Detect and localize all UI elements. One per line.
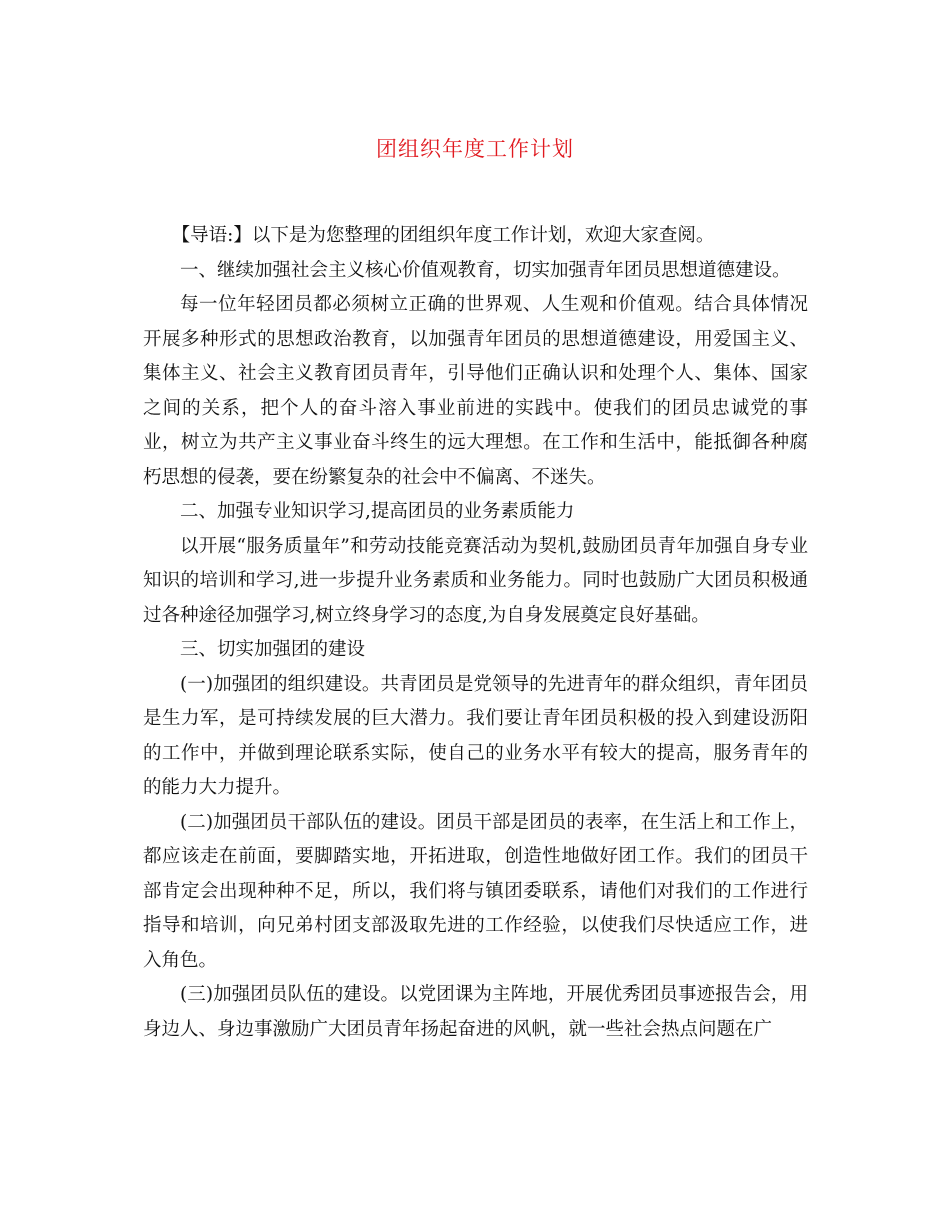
body-paragraph: 每一位年轻团员都必须树立正确的世界观、人生观和价值观。结合具体情况开展多种形式的思想政治教育，以加强青年团员的思想道德建设，用爱国主义、集体主义、社会主义教育团员青年，引导他们正确认识和处理个人、集体、国家之间的关系，把个人的奋斗溶入事业前进的实践中。使我们的团员忠诚党的事业，树立为共产主义事业奋斗终生的远大理想。在工作和生活中，能抵御各种腐朽思想的侵袭，要在纷繁复杂的社会中不偏离、不迷失。 — [143, 294, 808, 488]
body-paragraph: (一)加强团的组织建设。共青团员是党领导的先进青年的群众组织，青年团员是生力军，是可持续发展的巨大潜力。我们要让青年团员积极的投入到建设沥阳的工作中，并做到理论联系实际，使自己的业务水平有较大的提高，服务青年的的能力大力提升。 — [143, 673, 808, 798]
body-paragraph: 以开展“服务质量年”和劳动技能竞赛活动为契机,鼓励团员青年加强自身专业知识的培训和学习,进一步提升业务素质和业务能力。同时也鼓励广大团员积极通过各种途径加强学习,树立终身学习的态度,为自身发展奠定良好基础。 — [143, 535, 808, 626]
document-body — [143, 219, 808, 1047]
section-heading-1: 一、继续加强社会主义核心价值观教育，切实加强青年团员思想道德建设。 — [180, 259, 791, 281]
body-paragraph: (二)加强团员干部队伍的建设。团员干部是团员的表率，在生活上和工作上，都应该走在前面，要脚踏实地，开拓进取，创造性地做好团工作。我们的团员干部肯定会出现种种不足，所以，我们将与镇团委联系，请他们对我们的工作进行指导和培训，向兄弟村团支部汲取先进的工作经验，以使我们尽快适应工作，进入角色。 — [143, 811, 808, 971]
intro-paragraph: 【导语:】以下是为您整理的团组织年度工作计划，欢迎大家查阅。 — [171, 225, 715, 246]
document-title: 团组织年度工作计划 — [376, 137, 574, 161]
body-paragraph: (三)加强团员队伍的建设。以党团课为主阵地，开展优秀团员事迹报告会，用身边人、身边事激励广大团员青年扬起奋进的风帆，就一些社会热点问题在广 — [143, 984, 808, 1040]
section-heading-3: 三、切实加强团的建设 — [180, 639, 366, 660]
section-heading-2: 二、加强专业知识学习,提高团员的业务素质能力 — [180, 501, 575, 522]
